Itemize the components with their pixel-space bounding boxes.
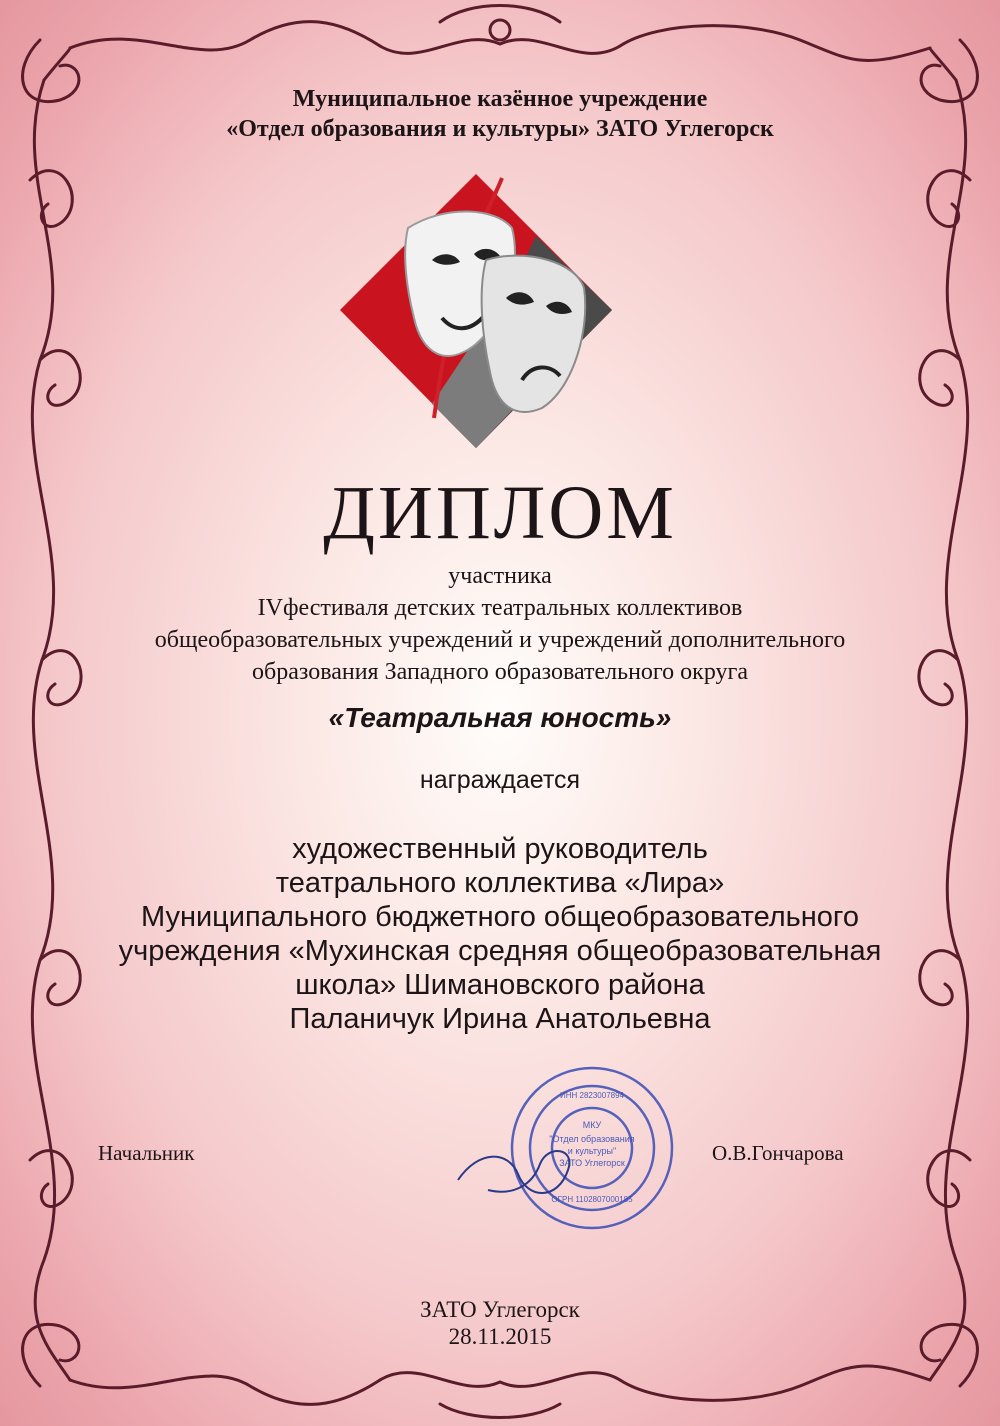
signatory-name: О.В.Гончарова [712, 1141, 844, 1165]
intro-line-1: участника [448, 563, 552, 589]
stamp-inn: ИНН 2823007894 [559, 1091, 625, 1100]
recipient-line-5: школа» Шимановского района [295, 969, 705, 1001]
participant-description [0, 560, 1000, 688]
recipient-line-4: учреждения «Мухинская средняя общеобразовательная [118, 935, 882, 967]
festival-name: «Театральная юность» [328, 702, 672, 733]
organization-line-2: «Отдел образования и культуры» ЗАТО Углегорск [226, 116, 774, 142]
issue-place: ЗАТО Углегорск [420, 1297, 580, 1322]
stamp-ogrn: ОГРН 1102807000185 [551, 1195, 633, 1204]
signatory-position: Начальник [98, 1141, 195, 1165]
stamp-line-2: "Отдел образования [549, 1134, 635, 1144]
theatre-masks-logo [336, 168, 616, 460]
intro-line-2: IVфестиваля детских театральных коллективов [257, 595, 743, 621]
document-title: ДИПЛОМ [323, 471, 677, 555]
recipient-line-1: художественный руководитель [292, 833, 708, 865]
intro-line-4: образования Западного образовательного округа [252, 659, 748, 685]
issue-date: 28.11.2015 [448, 1324, 552, 1349]
recipient-line-2: театрального коллектива «Лира» [275, 867, 725, 899]
issuing-organization [0, 84, 1000, 144]
stamp-line-3: и культуры" [567, 1146, 617, 1156]
recipient-line-3: Муниципального бюджетного общеобразовательного [140, 901, 859, 933]
stamp-line-4: ЗАТО Углегорск [559, 1158, 625, 1168]
recipient-block [0, 832, 1000, 1036]
footer [0, 1296, 1000, 1350]
recipient-name: Паланичук Ирина Анатольевна [289, 1003, 711, 1035]
intro-line-3: общеобразовательных учреждений и учреждений дополнительного [154, 627, 846, 653]
stamp-line-1: МКУ [582, 1120, 602, 1130]
organization-line-1: Муниципальное казённое учреждение [292, 86, 708, 112]
awarded-label: награждается [419, 766, 581, 794]
handwritten-signature [448, 1130, 588, 1210]
